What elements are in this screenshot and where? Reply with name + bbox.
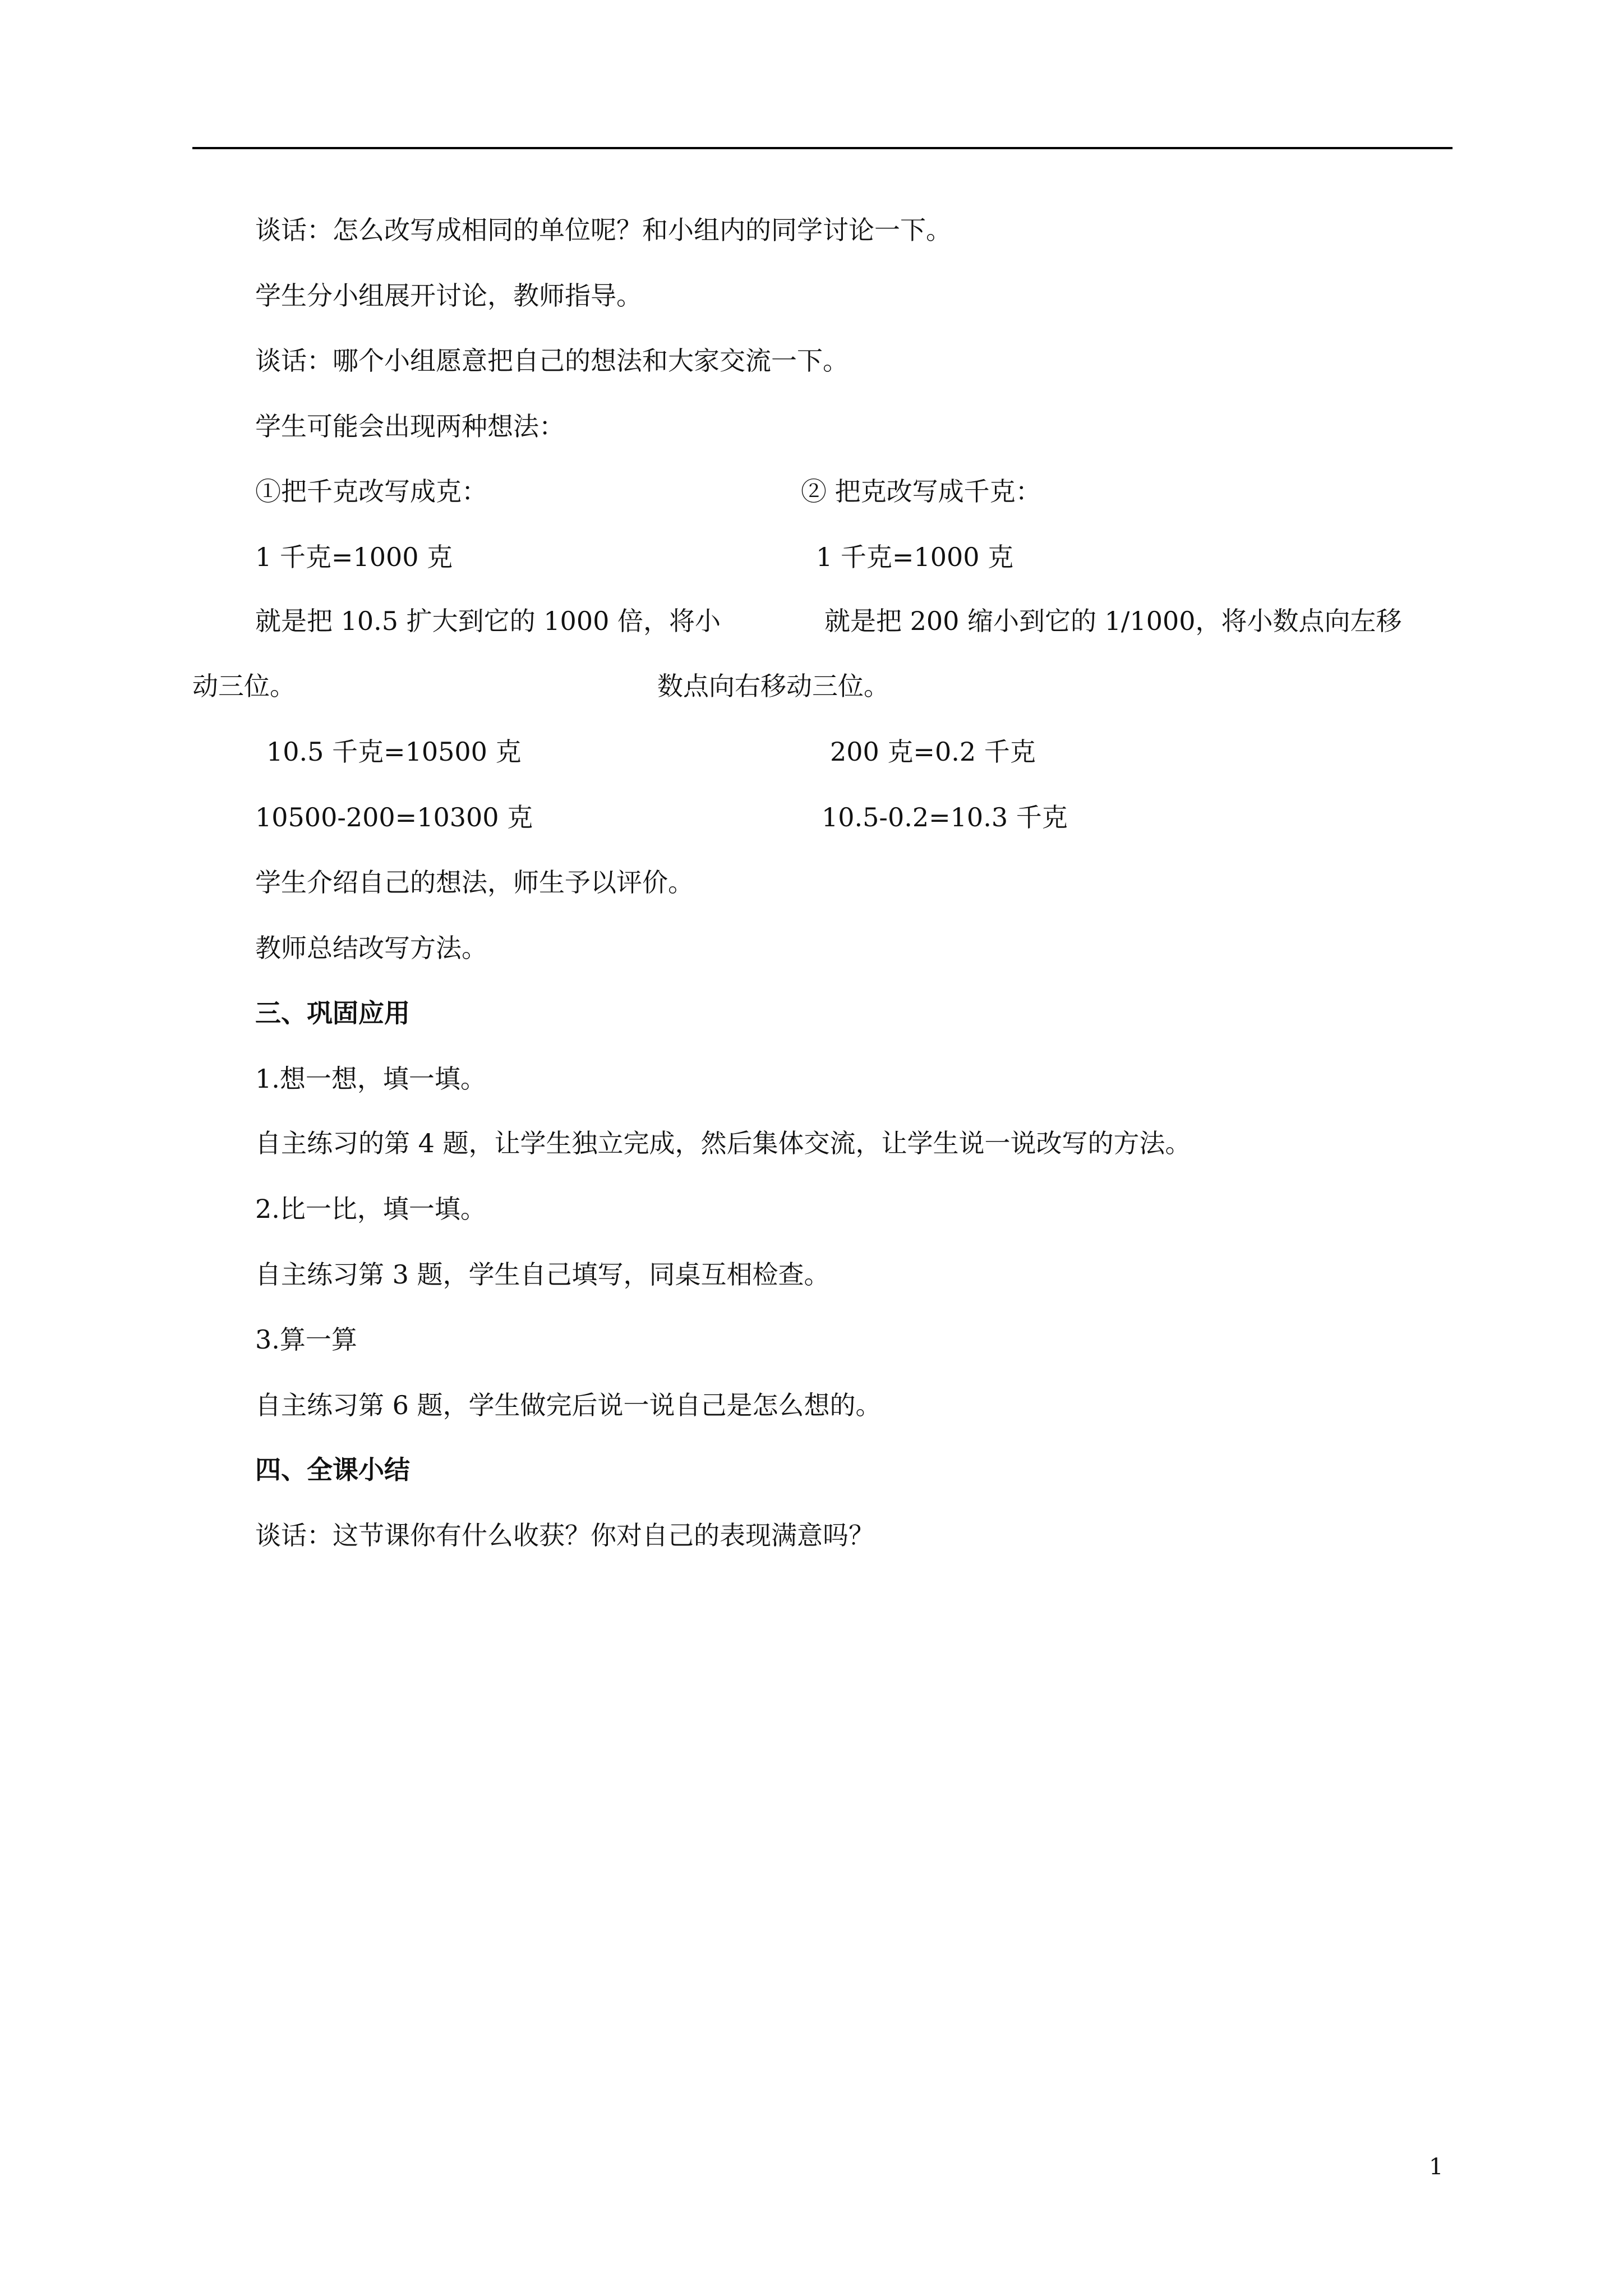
method1-calc: 10500-200=10300 克	[255, 802, 533, 832]
paragraph: 谈话：哪个小组愿意把自己的想法和大家交流一下。	[255, 346, 849, 376]
list-item: 谈话：这节课你有什么收获？你对自己的表现满意吗？	[255, 1520, 874, 1550]
method1-explain-cont: 动三位。	[192, 671, 296, 701]
method1-equation: 1 千克=1000 克	[255, 542, 453, 572]
list-item: 自主练习的第 4 题，让学生独立完成，然后集体交流，让学生说一说改写的方法。	[255, 1128, 1191, 1158]
method2-conversion: 200 克=0.2 千克	[830, 737, 1036, 767]
list-item: 自主练习第 6 题，学生做完后说一说自己是怎么想的。	[255, 1390, 882, 1420]
method1-title: ①把千克改写成克：	[255, 476, 487, 507]
list-item: 1.想一想，填一填。	[255, 1064, 486, 1094]
method2-title: ② 把克改写成千克：	[801, 476, 1041, 507]
list-item: 自主练习第 3 题，学生自己填写，同桌互相检查。	[255, 1259, 830, 1290]
paragraph: 谈话：怎么改写成相同的单位呢？和小组内的同学讨论一下。	[255, 215, 952, 245]
page-number: 1	[1429, 2154, 1444, 2180]
method2-calc: 10.5-0.2=10.3 千克	[822, 802, 1068, 832]
method2-equation: 1 千克=1000 克	[816, 542, 1014, 572]
list-item: 3.算一算	[255, 1324, 357, 1355]
section-heading: 四、全课小结	[255, 1455, 410, 1485]
paragraph: 学生可能会出现两种想法：	[255, 411, 565, 441]
method1-explain: 就是把 10.5 扩大到它的 1000 倍，将小	[255, 606, 721, 636]
paragraph: 学生分小组展开讨论，教师指导。	[255, 280, 642, 311]
header-rule	[192, 147, 1453, 149]
method1-conversion: 10.5 千克=10500 克	[266, 737, 522, 767]
paragraph: 教师总结改写方法。	[255, 933, 487, 963]
paragraph: 学生介绍自己的想法，师生予以评价。	[255, 867, 694, 898]
section-heading: 三、巩固应用	[255, 998, 410, 1028]
list-item: 2.比一比，填一填。	[255, 1194, 486, 1224]
method2-explain: 就是把 200 缩小到它的 1/1000，将小数点向左移	[824, 606, 1402, 636]
method2-explain-cont: 数点向右移动三位。	[657, 671, 889, 701]
